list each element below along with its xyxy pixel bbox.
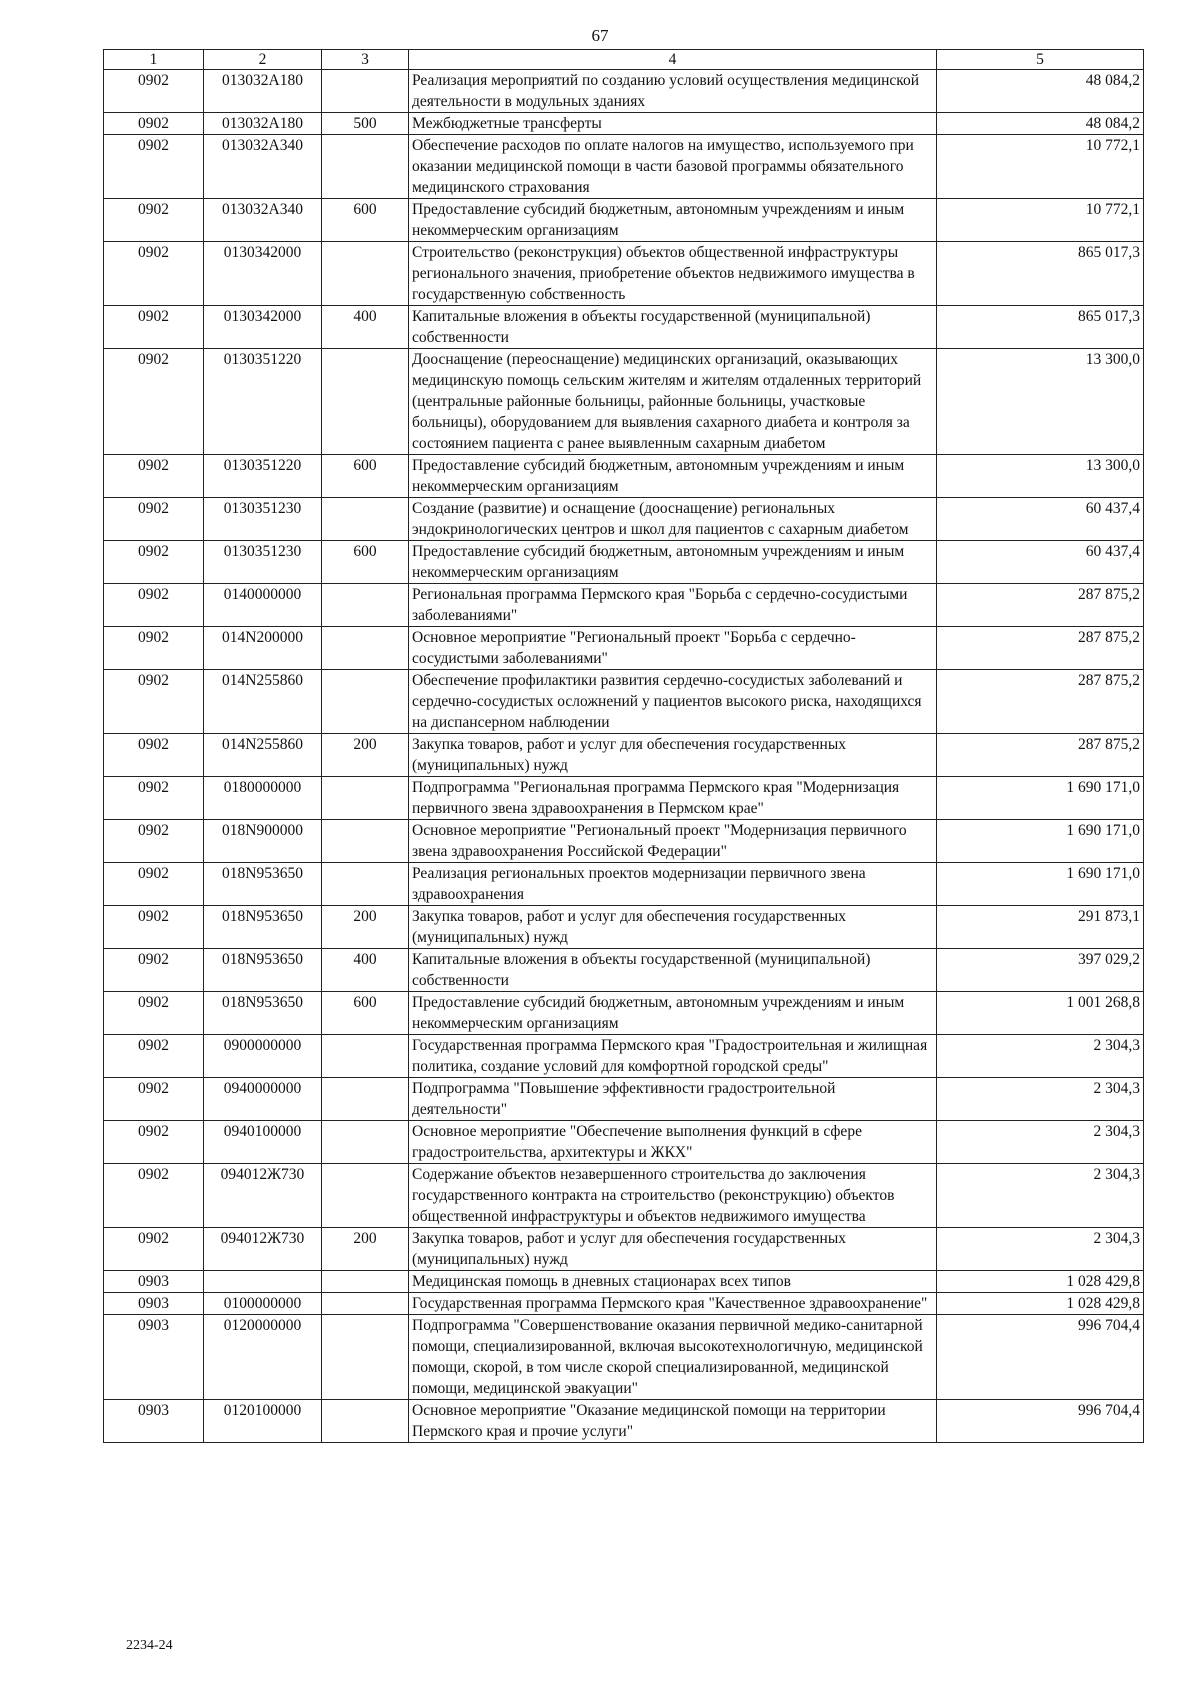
expense-type-cell [322, 1400, 409, 1443]
amount-cell: 1 001 268,8 [937, 992, 1144, 1035]
target-code-cell: 014N200000 [204, 627, 322, 670]
table-row [104, 1400, 1144, 1443]
section-code-cell: 0902 [104, 1035, 204, 1078]
header-col-1: 1 [104, 50, 204, 70]
expense-type-cell [322, 1121, 409, 1164]
target-code-cell: 013032А180 [204, 70, 322, 113]
table-row [104, 306, 1144, 349]
amount-cell: 60 437,4 [937, 541, 1144, 584]
section-code-cell: 0902 [104, 906, 204, 949]
description-cell: Предоставление субсидий бюджетным, автономным учреждениям и иным некоммерческим организациям [409, 199, 937, 242]
amount-cell: 287 875,2 [937, 584, 1144, 627]
description-cell: Реализация мероприятий по созданию условий осуществления медицинской деятельности в модульных зданиях [409, 70, 937, 113]
amount-cell: 10 772,1 [937, 199, 1144, 242]
section-code-cell: 0902 [104, 1228, 204, 1271]
amount-cell: 60 437,4 [937, 498, 1144, 541]
expense-type-cell [322, 1293, 409, 1315]
section-code-cell: 0902 [104, 1164, 204, 1228]
amount-cell: 1 028 429,8 [937, 1271, 1144, 1293]
section-code-cell: 0902 [104, 627, 204, 670]
amount-cell: 13 300,0 [937, 455, 1144, 498]
footer-code: 2234-24 [126, 1638, 173, 1653]
table-row [104, 199, 1144, 242]
target-code-cell: 0180000000 [204, 777, 322, 820]
description-cell: Предоставление субсидий бюджетным, автономным учреждениям и иным некоммерческим организациям [409, 541, 937, 584]
section-code-cell: 0902 [104, 113, 204, 135]
section-code-cell: 0902 [104, 670, 204, 734]
description-cell: Подпрограмма "Совершенствование оказания первичной медико-санитарной помощи, специализированной, включая высокотехнологичную, медицинской помощи, скорой, в том числе скорой специализированной, медицинской помощи, медицинской эвакуации" [409, 1315, 937, 1400]
description-cell: Создание (развитие) и оснащение (дооснащение) региональных эндокринологических центров и школ для пациентов с сахарным диабетом [409, 498, 937, 541]
description-cell: Подпрограмма "Региональная программа Пермского края "Модернизация первичного звена здравоохранения в Пермском крае" [409, 777, 937, 820]
expense-type-cell [322, 863, 409, 906]
target-code-cell: 014N255860 [204, 734, 322, 777]
section-code-cell: 0902 [104, 541, 204, 584]
description-cell: Капитальные вложения в объекты государственной (муниципальной) собственности [409, 949, 937, 992]
section-code-cell: 0902 [104, 820, 204, 863]
expense-type-cell: 600 [322, 199, 409, 242]
target-code-cell: 0100000000 [204, 1293, 322, 1315]
target-code-cell: 018N900000 [204, 820, 322, 863]
description-cell: Строительство (реконструкция) объектов общественной инфраструктуры регионального значения, приобретение объектов недвижимого имущества в государственную собственность [409, 242, 937, 306]
section-code-cell: 0902 [104, 734, 204, 777]
expense-type-cell [322, 777, 409, 820]
amount-cell: 13 300,0 [937, 349, 1144, 455]
target-code-cell: 0900000000 [204, 1035, 322, 1078]
description-cell: Основное мероприятие "Оказание медицинской помощи на территории Пермского края и прочие услуги" [409, 1400, 937, 1443]
target-code-cell: 094012Ж730 [204, 1228, 322, 1271]
expense-type-cell [322, 820, 409, 863]
table-row [104, 1035, 1144, 1078]
section-code-cell: 0903 [104, 1400, 204, 1443]
description-cell: Подпрограмма "Повышение эффективности градостроительной деятельности" [409, 1078, 937, 1121]
amount-cell: 2 304,3 [937, 1164, 1144, 1228]
table-row [104, 242, 1144, 306]
amount-cell: 48 084,2 [937, 70, 1144, 113]
section-code-cell: 0902 [104, 455, 204, 498]
table-row [104, 1315, 1144, 1400]
section-code-cell: 0902 [104, 242, 204, 306]
expense-type-cell: 400 [322, 949, 409, 992]
section-code-cell: 0903 [104, 1315, 204, 1400]
target-code-cell [204, 1271, 322, 1293]
amount-cell: 10 772,1 [937, 135, 1144, 199]
table-row [104, 584, 1144, 627]
expense-type-cell [322, 135, 409, 199]
amount-cell: 2 304,3 [937, 1078, 1144, 1121]
description-cell: Государственная программа Пермского края "Качественное здравоохранение" [409, 1293, 937, 1315]
table-row [104, 1121, 1144, 1164]
budget-table [103, 49, 1144, 1443]
amount-cell: 48 084,2 [937, 113, 1144, 135]
target-code-cell: 094012Ж730 [204, 1164, 322, 1228]
amount-cell: 865 017,3 [937, 242, 1144, 306]
table-row [104, 992, 1144, 1035]
expense-type-cell [322, 1078, 409, 1121]
section-code-cell: 0902 [104, 992, 204, 1035]
table-row [104, 349, 1144, 455]
expense-type-cell [322, 584, 409, 627]
target-code-cell: 0130351230 [204, 541, 322, 584]
table-row [104, 1228, 1144, 1271]
description-cell: Государственная программа Пермского края "Градостроительная и жилищная политика, создание условий для комфортной городской среды" [409, 1035, 937, 1078]
section-code-cell: 0902 [104, 498, 204, 541]
table-row [104, 906, 1144, 949]
target-code-cell: 013032А340 [204, 199, 322, 242]
table-row [104, 627, 1144, 670]
expense-type-cell [322, 1035, 409, 1078]
section-code-cell: 0902 [104, 777, 204, 820]
expense-type-cell: 400 [322, 306, 409, 349]
target-code-cell: 0940000000 [204, 1078, 322, 1121]
target-code-cell: 0130351220 [204, 349, 322, 455]
target-code-cell: 0140000000 [204, 584, 322, 627]
table-row [104, 734, 1144, 777]
expense-type-cell: 500 [322, 113, 409, 135]
expense-type-cell: 600 [322, 455, 409, 498]
header-col-3: 3 [322, 50, 409, 70]
section-code-cell: 0902 [104, 70, 204, 113]
table-row [104, 498, 1144, 541]
description-cell: Закупка товаров, работ и услуг для обеспечения государственных (муниципальных) нужд [409, 1228, 937, 1271]
description-cell: Дооснащение (переоснащение) медицинских организаций, оказывающих медицинскую помощь сельским жителям и жителям отдаленных территорий (центральные районные больницы, районные больницы, участковые больницы), оборудованием для выявления сахарного диабета и контроля за состоянием пациента с ранее выявленным сахарным диабетом [409, 349, 937, 455]
section-code-cell: 0902 [104, 306, 204, 349]
table-row [104, 541, 1144, 584]
target-code-cell: 0130342000 [204, 306, 322, 349]
amount-cell: 1 690 171,0 [937, 863, 1144, 906]
amount-cell: 287 875,2 [937, 734, 1144, 777]
section-code-cell: 0902 [104, 863, 204, 906]
target-code-cell: 0940100000 [204, 1121, 322, 1164]
description-cell: Региональная программа Пермского края "Борьба с сердечно-сосудистыми заболеваниями" [409, 584, 937, 627]
expense-type-cell [322, 627, 409, 670]
description-cell: Межбюджетные трансферты [409, 113, 937, 135]
expense-type-cell: 600 [322, 541, 409, 584]
section-code-cell: 0902 [104, 199, 204, 242]
header-col-5: 5 [937, 50, 1144, 70]
section-code-cell: 0902 [104, 584, 204, 627]
section-code-cell: 0903 [104, 1293, 204, 1315]
table-row [104, 777, 1144, 820]
table-row [104, 863, 1144, 906]
table-row [104, 113, 1144, 135]
table-row [104, 455, 1144, 498]
table-row [104, 70, 1144, 113]
description-cell: Обеспечение профилактики развития сердечно-сосудистых заболеваний и сердечно-сосудистых осложнений у пациентов высокого риска, находящихся на диспансерном наблюдении [409, 670, 937, 734]
description-cell: Предоставление субсидий бюджетным, автономным учреждениям и иным некоммерческим организациям [409, 455, 937, 498]
section-code-cell: 0902 [104, 135, 204, 199]
target-code-cell: 018N953650 [204, 863, 322, 906]
description-cell: Предоставление субсидий бюджетным, автономным учреждениям и иным некоммерческим организациям [409, 992, 937, 1035]
amount-cell: 996 704,4 [937, 1315, 1144, 1400]
target-code-cell: 0130351230 [204, 498, 322, 541]
description-cell: Основное мероприятие "Региональный проект "Модернизация первичного звена здравоохранения Российской Федерации" [409, 820, 937, 863]
amount-cell: 291 873,1 [937, 906, 1144, 949]
target-code-cell: 0130351220 [204, 455, 322, 498]
description-cell: Основное мероприятие "Обеспечение выполнения функций в сфере градостроительства, архитектуры и ЖКХ" [409, 1121, 937, 1164]
amount-cell: 996 704,4 [937, 1400, 1144, 1443]
expense-type-cell: 200 [322, 1228, 409, 1271]
expense-type-cell: 200 [322, 906, 409, 949]
expense-type-cell: 600 [322, 992, 409, 1035]
target-code-cell: 013032А340 [204, 135, 322, 199]
description-cell: Обеспечение расходов по оплате налогов на имущество, используемого при оказании медицинской помощи в части базовой программы обязательного медицинского страхования [409, 135, 937, 199]
description-cell: Закупка товаров, работ и услуг для обеспечения государственных (муниципальных) нужд [409, 734, 937, 777]
table-row [104, 820, 1144, 863]
expense-type-cell: 200 [322, 734, 409, 777]
target-code-cell: 014N255860 [204, 670, 322, 734]
amount-cell: 2 304,3 [937, 1228, 1144, 1271]
table-row [104, 670, 1144, 734]
target-code-cell: 013032А180 [204, 113, 322, 135]
target-code-cell: 0120100000 [204, 1400, 322, 1443]
amount-cell: 2 304,3 [937, 1121, 1144, 1164]
table-row [104, 1271, 1144, 1293]
expense-type-cell [322, 242, 409, 306]
table-row [104, 1164, 1144, 1228]
expense-type-cell [322, 1315, 409, 1400]
description-cell: Медицинская помощь в дневных стационарах всех типов [409, 1271, 937, 1293]
expense-type-cell [322, 349, 409, 455]
table-row [104, 1078, 1144, 1121]
target-code-cell: 018N953650 [204, 949, 322, 992]
amount-cell: 287 875,2 [937, 670, 1144, 734]
description-cell: Реализация региональных проектов модернизации первичного звена здравоохранения [409, 863, 937, 906]
expense-type-cell [322, 70, 409, 113]
section-code-cell: 0902 [104, 1121, 204, 1164]
target-code-cell: 018N953650 [204, 992, 322, 1035]
target-code-cell: 0130342000 [204, 242, 322, 306]
table-header-row [104, 50, 1144, 70]
header-col-2: 2 [204, 50, 322, 70]
amount-cell: 287 875,2 [937, 627, 1144, 670]
table-row [104, 949, 1144, 992]
description-cell: Содержание объектов незавершенного строительства до заключения государственного контракта на строительство (реконструкцию) объектов общественной инфраструктуры и объектов недвижимого имущества [409, 1164, 937, 1228]
amount-cell: 397 029,2 [937, 949, 1144, 992]
page-number: 67 [591, 26, 609, 45]
table-body [104, 70, 1144, 1443]
table-row [104, 1293, 1144, 1315]
target-code-cell: 0120000000 [204, 1315, 322, 1400]
description-cell: Закупка товаров, работ и услуг для обеспечения государственных (муниципальных) нужд [409, 906, 937, 949]
table-row [104, 135, 1144, 199]
expense-type-cell [322, 498, 409, 541]
section-code-cell: 0902 [104, 949, 204, 992]
expense-type-cell [322, 1164, 409, 1228]
section-code-cell: 0902 [104, 1078, 204, 1121]
amount-cell: 2 304,3 [937, 1035, 1144, 1078]
section-code-cell: 0902 [104, 349, 204, 455]
amount-cell: 1 690 171,0 [937, 777, 1144, 820]
expense-type-cell [322, 1271, 409, 1293]
section-code-cell: 0903 [104, 1271, 204, 1293]
description-cell: Основное мероприятие "Региональный проект "Борьба с сердечно-сосудистыми заболеваниями" [409, 627, 937, 670]
expense-type-cell [322, 670, 409, 734]
target-code-cell: 018N953650 [204, 906, 322, 949]
header-col-4: 4 [409, 50, 937, 70]
amount-cell: 1 690 171,0 [937, 820, 1144, 863]
description-cell: Капитальные вложения в объекты государственной (муниципальной) собственности [409, 306, 937, 349]
amount-cell: 1 028 429,8 [937, 1293, 1144, 1315]
amount-cell: 865 017,3 [937, 306, 1144, 349]
